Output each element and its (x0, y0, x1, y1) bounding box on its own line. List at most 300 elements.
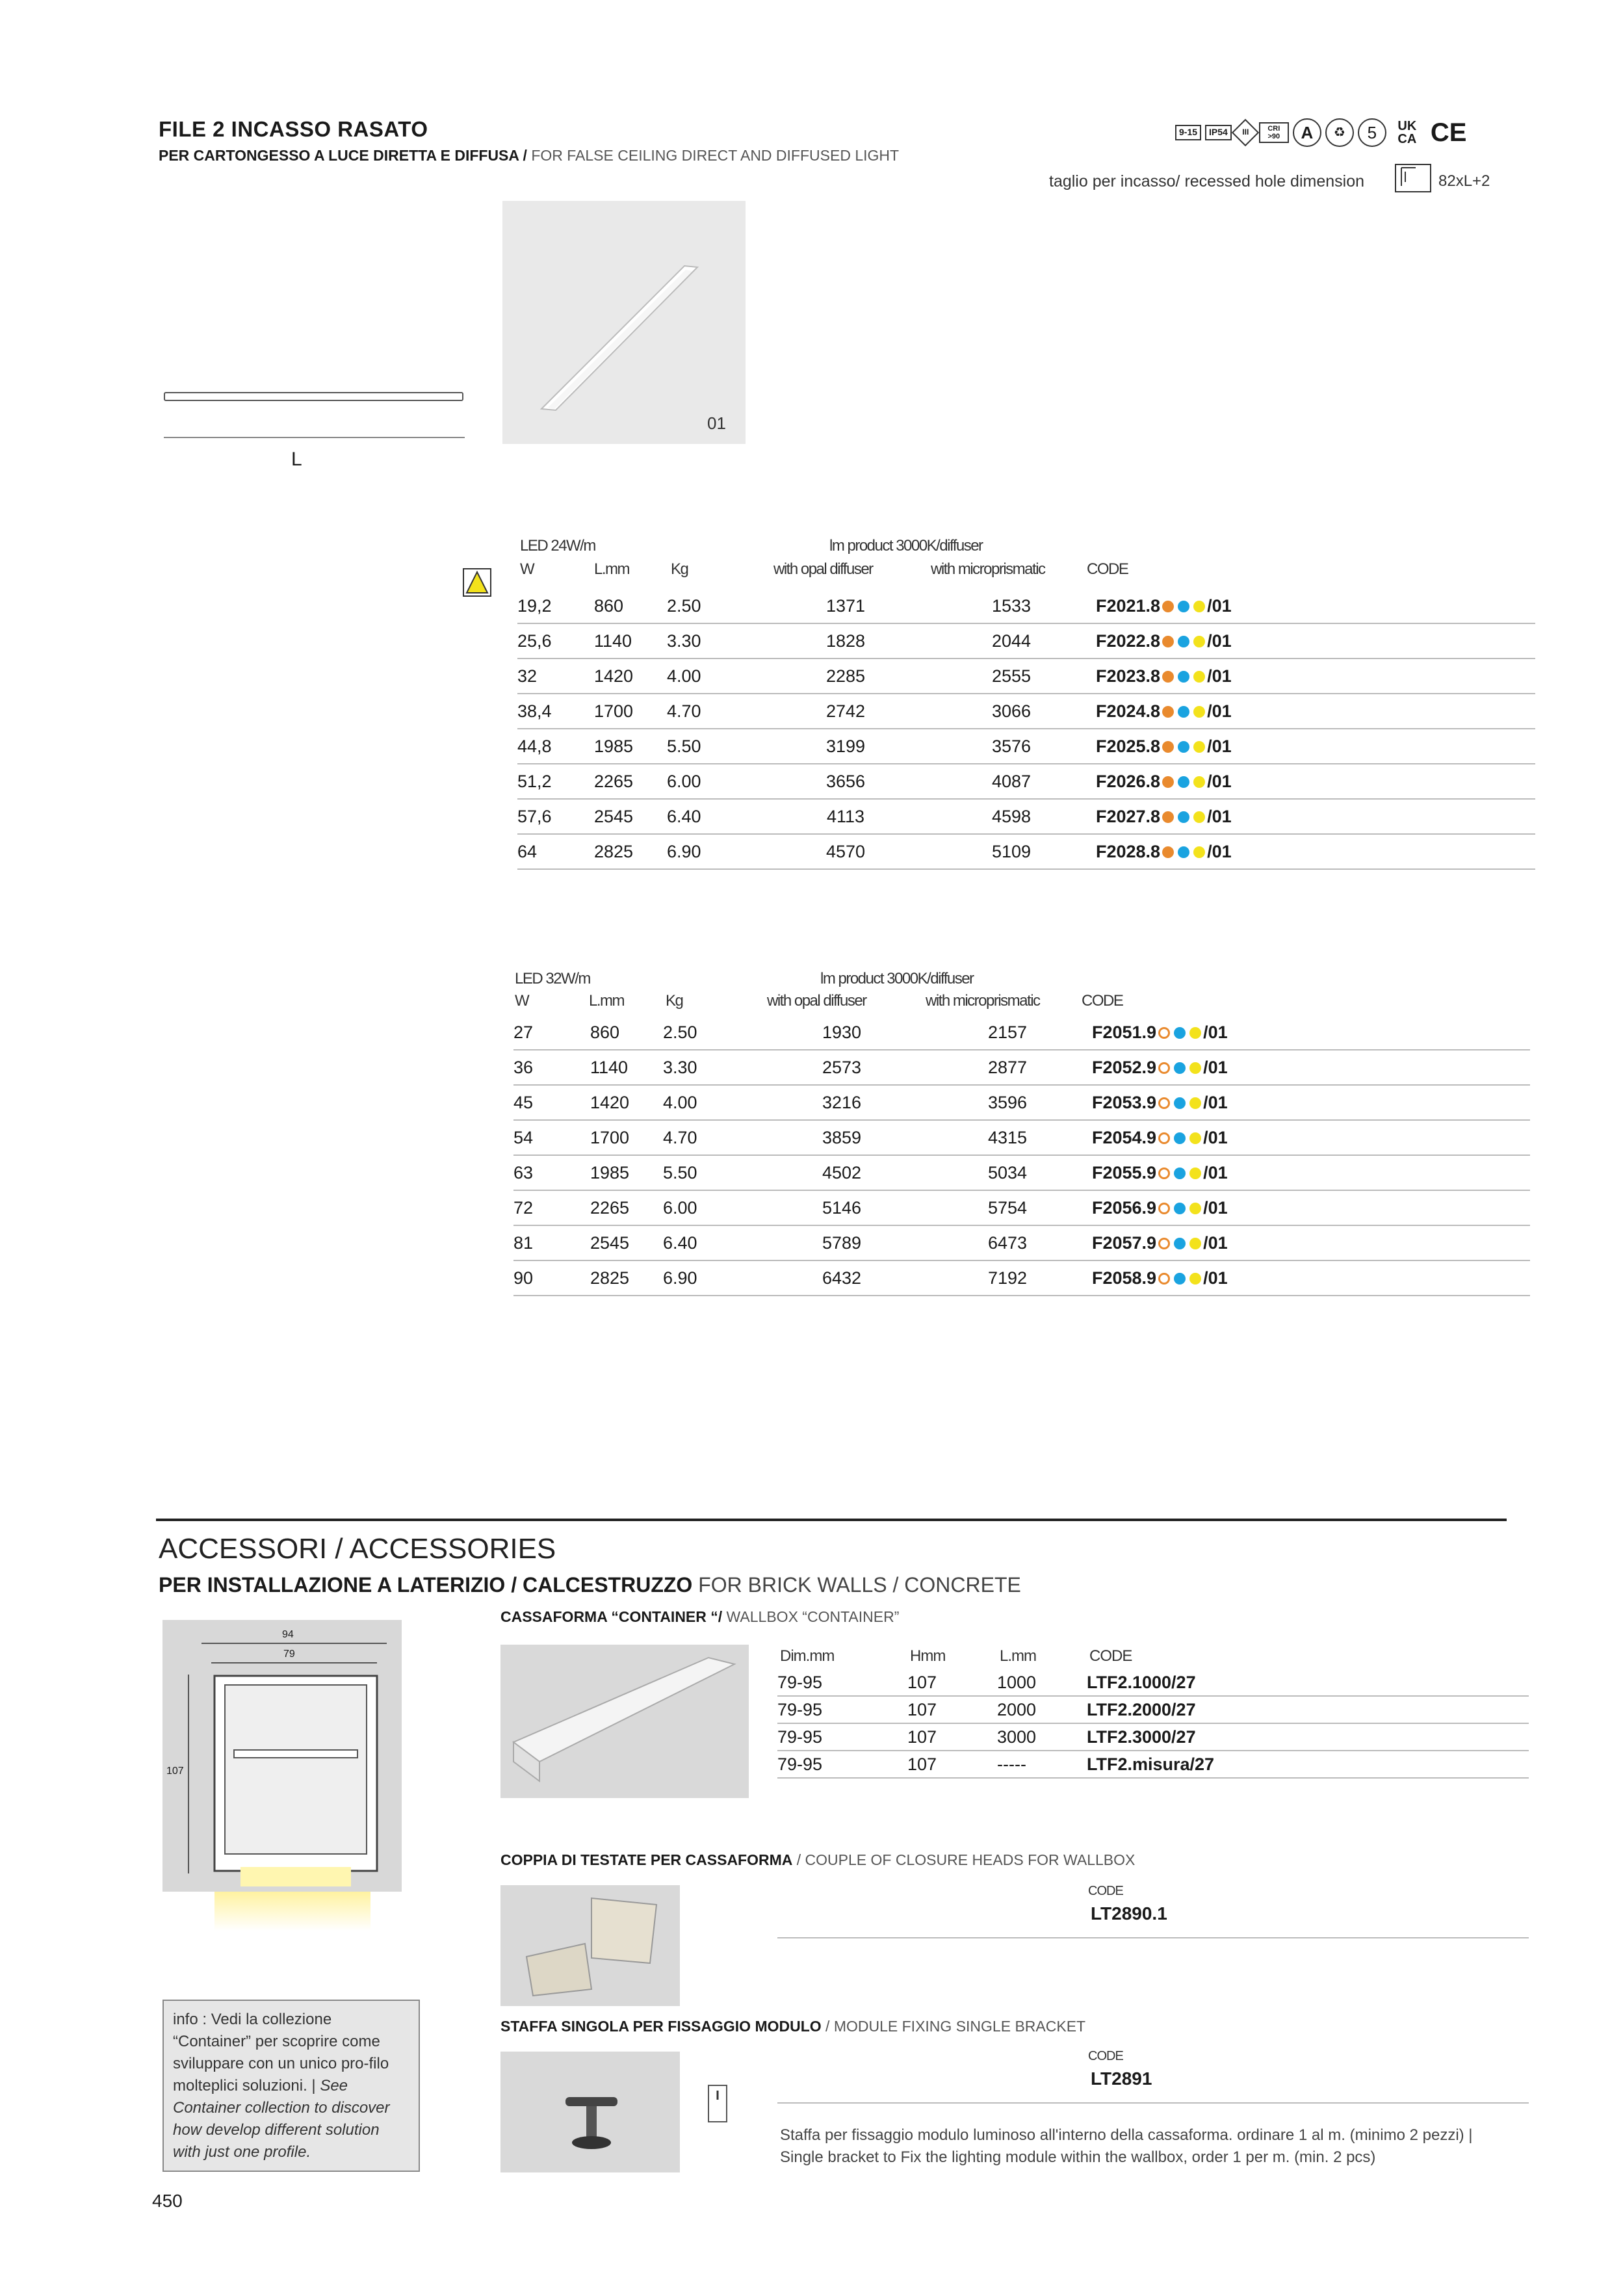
wallbox-drawing-svg (162, 1620, 402, 1892)
table2-code-suffix: /01 (1203, 1197, 1228, 1218)
table1-cell-kg: 6.00 (667, 764, 764, 799)
container-table (777, 1669, 1529, 1779)
table2-cell-kg: 4.70 (663, 1120, 760, 1155)
table2-code-suffix: /01 (1203, 1127, 1228, 1147)
table1-cell-code (1096, 623, 1535, 659)
table1-cell-micro: 4598 (927, 799, 1096, 834)
table1-code: F2024.8 (1096, 701, 1161, 721)
orange-color-dot-icon (1162, 776, 1174, 788)
heads-title-it: COPPIA DI TESTATE PER CASSAFORMA (500, 1851, 793, 1868)
table2-header-l: L.mm (589, 992, 624, 1010)
table2-row (513, 1120, 1530, 1155)
recycle-icon: ♻ (1325, 118, 1354, 147)
table2-row (513, 1260, 1530, 1296)
table2-row (513, 1015, 1530, 1050)
table1-cell-code (1096, 589, 1535, 623)
yellow-color-dot-icon (1189, 1168, 1201, 1179)
heads-code-label: CODE (1088, 1884, 1123, 1898)
table2-cell-opal: 4502 (760, 1155, 923, 1190)
table1-cell-w: 32 (517, 659, 594, 694)
table1-code: F2022.8 (1096, 631, 1161, 651)
table1-row (517, 659, 1535, 694)
table1-cell-opal: 1371 (764, 589, 927, 623)
table1-cell-code (1096, 764, 1535, 799)
container-cell-code: LTF2.1000/27 (1087, 1669, 1282, 1696)
container-title-it: CASSAFORMA “CONTAINER “/ (500, 1608, 723, 1625)
page-title: FILE 2 INCASSO RASATO (159, 117, 428, 141)
info-box (162, 2000, 420, 2172)
orange-color-dot-icon (1158, 1097, 1170, 1109)
table2-cell-micro: 5034 (923, 1155, 1092, 1190)
table1-code-suffix: /01 (1207, 701, 1232, 721)
table1-header-w: W (520, 560, 534, 578)
table2-cell-w: 81 (513, 1225, 590, 1260)
table2-code-suffix: /01 (1203, 1268, 1228, 1288)
warning-icon (463, 568, 491, 600)
certification-icons (1175, 117, 1469, 148)
table2-cell-l: 1985 (590, 1155, 663, 1190)
table2-code: F2051.9 (1092, 1022, 1157, 1042)
table1-code-suffix: /01 (1207, 631, 1232, 651)
yellow-color-dot-icon (1193, 706, 1205, 718)
orange-color-dot-icon (1162, 671, 1174, 683)
table2-cell-micro: 4315 (923, 1120, 1092, 1155)
light-glow (214, 1892, 370, 1931)
table1-code: F2026.8 (1096, 771, 1161, 791)
table1-cell-w: 51,2 (517, 764, 594, 799)
height-range-icon: 9-15 (1175, 125, 1201, 140)
table1-cell-l: 860 (594, 589, 667, 623)
blue-color-dot-icon (1178, 776, 1189, 788)
subtitle-it: PER CARTONGESSO A LUCE DIRETTA E DIFFUSA (159, 147, 519, 164)
table1-header-code: CODE (1087, 560, 1128, 578)
yellow-color-dot-icon (1193, 741, 1205, 753)
table1-cell-l: 2265 (594, 764, 667, 799)
container-header-h: Hmm (910, 1647, 946, 1665)
yellow-color-dot-icon (1193, 776, 1205, 788)
page-number: 450 (152, 2191, 183, 2211)
bracket-note-en: Single bracket to Fix the lighting module within the wallbox, order 1 per m. (min. 2 pcs) (780, 2148, 1376, 2166)
blue-color-dot-icon (1174, 1203, 1186, 1214)
container-cell-h: 107 (907, 1751, 997, 1778)
recessed-hole-icon (1395, 164, 1431, 192)
blue-color-dot-icon (1174, 1132, 1186, 1144)
table2-cell-w: 72 (513, 1190, 590, 1225)
table1-body (517, 589, 1535, 869)
photo-label: 01 (707, 413, 726, 433)
heads-title-en: / COUPLE OF CLOSURE HEADS FOR WALLBOX (792, 1851, 1136, 1868)
container-cell-code: LTF2.3000/27 (1087, 1723, 1282, 1751)
table2-code-suffix: /01 (1203, 1022, 1228, 1042)
table2-cell-l: 2545 (590, 1225, 663, 1260)
table1-cell-kg: 4.00 (667, 659, 764, 694)
table1-cell-opal: 4113 (764, 799, 927, 834)
table1-row (517, 729, 1535, 764)
bracket-note (780, 2124, 1508, 2169)
blue-color-dot-icon (1174, 1238, 1186, 1249)
table2-cell-micro: 5754 (923, 1190, 1092, 1225)
info-text-en: See Container collection to discover how develop different solution with just one profile. (173, 2077, 390, 2161)
container-header-dim: Dim.mm (780, 1647, 835, 1665)
table1-lm-title: lm product 3000K/diffuser (829, 537, 983, 554)
table1-cell-w: 57,6 (517, 799, 594, 834)
class-iii-icon (1232, 119, 1259, 146)
table2-code: F2056.9 (1092, 1197, 1157, 1218)
yellow-color-dot-icon (1189, 1273, 1201, 1285)
recessed-hole-svg (1396, 165, 1427, 189)
table2-header-w: W (515, 992, 529, 1010)
table1-header-kg: Kg (671, 560, 688, 578)
table2-cell-opal: 5146 (760, 1190, 923, 1225)
accessories-subtitle (159, 1573, 1021, 1597)
container-cell-dim: 79-95 (777, 1723, 907, 1751)
table2-lm-title: lm product 3000K/diffuser (820, 970, 974, 987)
table2-cell-kg: 2.50 (663, 1015, 760, 1050)
orange-color-dot-icon (1162, 811, 1174, 823)
yellow-color-dot-icon (1189, 1203, 1201, 1214)
container-row (777, 1669, 1529, 1696)
container-cell-h: 107 (907, 1723, 997, 1751)
bracket-code: LT2891 (1091, 2068, 1152, 2089)
table2-cell-micro: 7192 (923, 1260, 1092, 1296)
table2-code-suffix: /01 (1203, 1057, 1228, 1077)
table2-cell-micro: 6473 (923, 1225, 1092, 1260)
table1 (517, 589, 1535, 870)
bracket-diagram (706, 2084, 729, 2123)
yellow-color-dot-icon (1189, 1238, 1201, 1249)
table1-header-opal: with opal diffuser (773, 560, 873, 578)
table2-header-opal: with opal diffuser (767, 992, 866, 1010)
table2-cell-micro: 2877 (923, 1050, 1092, 1085)
table1-cell-opal: 2742 (764, 694, 927, 729)
accessories-title: ACCESSORI / ACCESSORIES (159, 1533, 556, 1565)
table2-cell-opal: 3216 (760, 1085, 923, 1120)
table1-cell-w: 19,2 (517, 589, 594, 623)
table1-cell-w: 44,8 (517, 729, 594, 764)
table2-cell-micro: 2157 (923, 1015, 1092, 1050)
table1-code: F2025.8 (1096, 736, 1161, 756)
table2-cell-code (1092, 1155, 1530, 1190)
table2-cell-code (1092, 1050, 1530, 1085)
table2-title: LED 32W/m (515, 970, 590, 987)
table1-code: F2023.8 (1096, 666, 1161, 686)
table1-cell-opal: 2285 (764, 659, 927, 694)
bracket-code-label: CODE (1088, 2049, 1123, 2063)
table1-cell-l: 2545 (594, 799, 667, 834)
orange-color-dot-icon (1158, 1027, 1170, 1039)
subtitle-separator: / (519, 147, 532, 164)
blue-color-dot-icon (1174, 1027, 1186, 1039)
table1-cell-kg: 2.50 (667, 589, 764, 623)
blue-color-dot-icon (1174, 1062, 1186, 1074)
container-cell-l: 2000 (997, 1696, 1087, 1723)
container-title-en: WALLBOX “CONTAINER” (722, 1608, 900, 1625)
table1-cell-micro: 3576 (927, 729, 1096, 764)
heads-code: LT2890.1 (1091, 1903, 1167, 1924)
heads-title (500, 1851, 1135, 1869)
heads-divider (777, 1937, 1529, 1938)
container-header-l: L.mm (1000, 1647, 1036, 1665)
table2-cell-l: 2265 (590, 1190, 663, 1225)
table1-cell-kg: 3.30 (667, 623, 764, 659)
table1-code-suffix: /01 (1207, 736, 1232, 756)
table2-row (513, 1225, 1530, 1260)
bracket-note-it: Staffa per fissaggio modulo luminoso all'interno della cassaforma. ordinare 1 al m. (minimo 2 pezzi) | (780, 2126, 1473, 2144)
blue-color-dot-icon (1178, 741, 1189, 753)
table2-header-kg: Kg (666, 992, 683, 1010)
profile-side-view (164, 392, 463, 401)
table1-row (517, 834, 1535, 869)
table1-cell-l: 1140 (594, 623, 667, 659)
table1-cell-w: 25,6 (517, 623, 594, 659)
class-iii-label: III (1241, 127, 1249, 137)
table2-cell-code (1092, 1260, 1530, 1296)
orange-color-dot-icon (1162, 846, 1174, 858)
container-cell-spacer (1282, 1723, 1529, 1751)
bracket-photo (500, 2052, 680, 2172)
table1-cell-micro: 5109 (927, 834, 1096, 869)
table2-cell-code (1092, 1120, 1530, 1155)
table2 (513, 1015, 1530, 1296)
table1-header-micro: with microprismatic (931, 560, 1045, 578)
table2-code: F2055.9 (1092, 1162, 1157, 1182)
table2-cell-opal: 6432 (760, 1260, 923, 1296)
blue-color-dot-icon (1178, 601, 1189, 612)
container-row (777, 1696, 1529, 1723)
table1-code: F2027.8 (1096, 806, 1161, 826)
table1-row (517, 764, 1535, 799)
table1-cell-code (1096, 729, 1535, 764)
table1-cell-kg: 5.50 (667, 729, 764, 764)
yellow-color-dot-icon (1193, 811, 1205, 823)
table2-row (513, 1085, 1530, 1120)
table2-cell-l: 1140 (590, 1050, 663, 1085)
table1-header-l: L.mm (594, 560, 629, 578)
table1-code: F2028.8 (1096, 841, 1161, 861)
bracket-title-en: / MODULE FIXING SINGLE BRACKET (821, 2018, 1086, 2035)
yellow-color-dot-icon (1193, 671, 1205, 683)
table1-cell-code (1096, 799, 1535, 834)
accessories-subtitle-it: PER INSTALLAZIONE A LATERIZIO / CALCESTRUZZO (159, 1573, 693, 1597)
table1-cell-opal: 3656 (764, 764, 927, 799)
table1-cell-opal: 3199 (764, 729, 927, 764)
table2-body (513, 1015, 1530, 1296)
table2-header-code: CODE (1082, 992, 1123, 1010)
orange-color-dot-icon (1162, 636, 1174, 647)
orange-color-dot-icon (1162, 706, 1174, 718)
table2-cell-code (1092, 1225, 1530, 1260)
orange-color-dot-icon (1162, 741, 1174, 753)
table1-cell-l: 1985 (594, 729, 667, 764)
table2-header-micro: with microprismatic (926, 992, 1040, 1010)
table2-row (513, 1155, 1530, 1190)
table1-cell-opal: 4570 (764, 834, 927, 869)
product-photo-svg (502, 201, 746, 444)
yellow-color-dot-icon (1193, 601, 1205, 612)
table2-cell-l: 1420 (590, 1085, 663, 1120)
table1-cell-kg: 4.70 (667, 694, 764, 729)
bracket-title-it: STAFFA SINGOLA PER FISSAGGIO MODULO (500, 2018, 822, 2035)
table1-cell-w: 38,4 (517, 694, 594, 729)
table2-cell-kg: 6.90 (663, 1260, 760, 1296)
table1-cell-code (1096, 834, 1535, 869)
table2-cell-kg: 5.50 (663, 1155, 760, 1190)
table2-cell-w: 90 (513, 1260, 590, 1296)
hole-dimension: 82xL+2 (1438, 172, 1490, 190)
table1-cell-code (1096, 659, 1535, 694)
blue-color-dot-icon (1178, 706, 1189, 718)
page-subtitle (159, 147, 899, 164)
table2-cell-l: 2825 (590, 1260, 663, 1296)
table1-cell-micro: 2555 (927, 659, 1096, 694)
table2-cell-w: 63 (513, 1155, 590, 1190)
table2-cell-opal: 3859 (760, 1120, 923, 1155)
energy-class-a-icon: A (1293, 118, 1321, 147)
container-cell-l: ----- (997, 1751, 1087, 1778)
table1-row (517, 589, 1535, 623)
table1-code-suffix: /01 (1207, 595, 1232, 616)
container-cell-dim: 79-95 (777, 1751, 907, 1778)
table2-row (513, 1050, 1530, 1085)
container-cell-spacer (1282, 1696, 1529, 1723)
container-cell-dim: 79-95 (777, 1696, 907, 1723)
table2-cell-opal: 5789 (760, 1225, 923, 1260)
yellow-color-dot-icon (1189, 1062, 1201, 1074)
yellow-color-dot-icon (1193, 636, 1205, 647)
blue-color-dot-icon (1178, 846, 1189, 858)
table2-cell-w: 36 (513, 1050, 590, 1085)
container-cell-l: 3000 (997, 1723, 1087, 1751)
container-row (777, 1751, 1529, 1778)
table1-cell-opal: 1828 (764, 623, 927, 659)
table1-cell-l: 1420 (594, 659, 667, 694)
info-text-it: info : Vedi la collezione “Container” per scoprire come sviluppare con un unico pro-filo molteplici soluzioni. | (173, 2011, 389, 2094)
drawing-dim-top: 94 (282, 1629, 294, 1640)
yellow-color-dot-icon (1189, 1132, 1201, 1144)
length-dimension-line (164, 437, 465, 438)
table1-cell-l: 2825 (594, 834, 667, 869)
container-cell-spacer (1282, 1669, 1529, 1696)
table2-cell-kg: 3.30 (663, 1050, 760, 1085)
container-cell-h: 107 (907, 1669, 997, 1696)
orange-color-dot-icon (1158, 1062, 1170, 1074)
accessories-separator (156, 1519, 1507, 1521)
table2-cell-opal: 1930 (760, 1015, 923, 1050)
orange-color-dot-icon (1158, 1203, 1170, 1214)
table1-code-suffix: /01 (1207, 806, 1232, 826)
table2-cell-l: 1700 (590, 1120, 663, 1155)
cri-icon: CRI >90 (1259, 122, 1289, 143)
container-photo (500, 1645, 749, 1798)
orange-color-dot-icon (1158, 1273, 1170, 1285)
container-title (500, 1608, 899, 1626)
table2-cell-kg: 4.00 (663, 1085, 760, 1120)
table2-cell-w: 54 (513, 1120, 590, 1155)
orange-color-dot-icon (1158, 1168, 1170, 1179)
hole-label: taglio per incasso/ recessed hole dimension (1049, 172, 1364, 190)
container-table-body (777, 1669, 1529, 1778)
blue-color-dot-icon (1174, 1273, 1186, 1285)
table1-cell-w: 64 (517, 834, 594, 869)
yellow-color-dot-icon (1189, 1027, 1201, 1039)
blue-color-dot-icon (1178, 811, 1189, 823)
table2-cell-l: 860 (590, 1015, 663, 1050)
container-cell-dim: 79-95 (777, 1669, 907, 1696)
table1-cell-micro: 3066 (927, 694, 1096, 729)
bracket-divider (777, 2102, 1529, 2104)
table2-cell-code (1092, 1085, 1530, 1120)
drawing-dim-height: 107 (166, 1766, 184, 1777)
table2-code: F2057.9 (1092, 1233, 1157, 1253)
table2-cell-w: 27 (513, 1015, 590, 1050)
table2-code: F2052.9 (1092, 1057, 1157, 1077)
table1-cell-kg: 6.90 (667, 834, 764, 869)
table2-code: F2058.9 (1092, 1268, 1157, 1288)
table2-cell-kg: 6.40 (663, 1225, 760, 1260)
bracket-diagram-svg (706, 2084, 729, 2123)
container-cell-h: 107 (907, 1696, 997, 1723)
accessories-subtitle-en: FOR BRICK WALLS / CONCRETE (692, 1573, 1021, 1597)
table2-cell-kg: 6.00 (663, 1190, 760, 1225)
table1-cell-code (1096, 694, 1535, 729)
heads-photo (500, 1885, 680, 2006)
table1-code-suffix: /01 (1207, 841, 1232, 861)
blue-color-dot-icon (1178, 671, 1189, 683)
table2-code: F2053.9 (1092, 1092, 1157, 1112)
orange-color-dot-icon (1162, 601, 1174, 612)
heads-photo-svg (500, 1885, 680, 2006)
warning-icon-svg (463, 568, 491, 597)
drawing-dim-inner: 79 (283, 1649, 295, 1660)
table1-code-suffix: /01 (1207, 771, 1232, 791)
table1-cell-micro: 4087 (927, 764, 1096, 799)
container-cell-l: 1000 (997, 1669, 1087, 1696)
table1-cell-micro: 1533 (927, 589, 1096, 623)
ukca-icon: UK CA (1397, 119, 1417, 146)
table1-code: F2021.8 (1096, 595, 1161, 616)
orange-color-dot-icon (1158, 1238, 1170, 1249)
orange-color-dot-icon (1158, 1132, 1170, 1144)
table1-title: LED 24W/m (520, 537, 595, 554)
ip54-icon: IP54 (1205, 125, 1232, 140)
container-photo-svg (500, 1645, 749, 1798)
table2-cell-micro: 3596 (923, 1085, 1092, 1120)
table2-row (513, 1190, 1530, 1225)
table2-cell-opal: 2573 (760, 1050, 923, 1085)
table2-code-suffix: /01 (1203, 1162, 1228, 1182)
product-photo (502, 201, 746, 444)
table2-cell-code (1092, 1015, 1530, 1050)
warranty-5-icon: 5 (1358, 118, 1386, 147)
ce-icon: CE (1430, 118, 1467, 147)
table2-code-suffix: /01 (1203, 1092, 1228, 1112)
bracket-title (500, 2018, 1085, 2035)
table1-cell-l: 1700 (594, 694, 667, 729)
blue-color-dot-icon (1178, 636, 1189, 647)
table1-cell-kg: 6.40 (667, 799, 764, 834)
subtitle-en: FOR FALSE CEILING DIRECT AND DIFFUSED LIGHT (531, 147, 900, 164)
container-header-code: CODE (1089, 1647, 1132, 1665)
table1-row (517, 694, 1535, 729)
yellow-color-dot-icon (1193, 846, 1205, 858)
blue-color-dot-icon (1174, 1168, 1186, 1179)
container-cell-code: LTF2.misura/27 (1087, 1751, 1282, 1778)
container-row (777, 1723, 1529, 1751)
container-cell-code: LTF2.2000/27 (1087, 1696, 1282, 1723)
blue-color-dot-icon (1174, 1097, 1186, 1109)
table2-code: F2054.9 (1092, 1127, 1157, 1147)
table1-cell-micro: 2044 (927, 623, 1096, 659)
